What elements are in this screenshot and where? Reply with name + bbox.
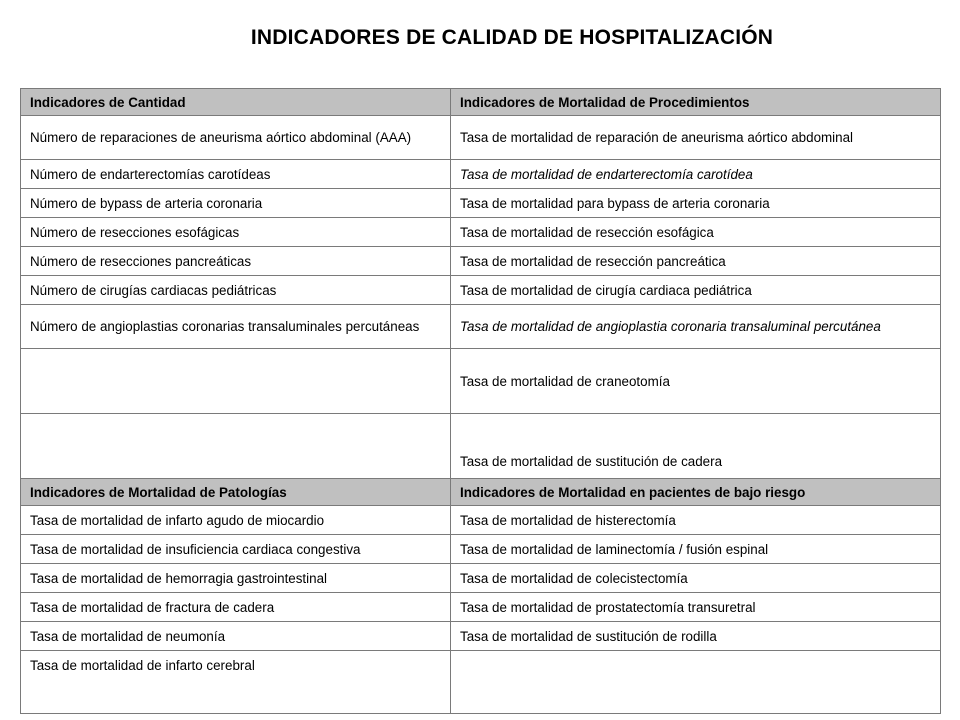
table-cell-empty xyxy=(21,349,451,414)
table-cell: Tasa de mortalidad de histerectomía xyxy=(451,506,941,535)
table-cell: Tasa de mortalidad de cirugía cardiaca pediátrica xyxy=(451,276,941,305)
table-cell: Tasa de mortalidad de insuficiencia cardiaca congestiva xyxy=(21,535,451,564)
table-row xyxy=(21,564,941,593)
table-row xyxy=(21,622,941,651)
table-cell: Número de reparaciones de aneurisma aórtico abdominal (AAA) xyxy=(21,116,451,160)
table-cell: Tasa de mortalidad de endarterectomía carotídea xyxy=(451,160,941,189)
table-cell: Tasa de mortalidad de resección pancreática xyxy=(451,247,941,276)
table-cell: Tasa de mortalidad de sustitución de rodilla xyxy=(451,622,941,651)
table-row xyxy=(21,349,941,414)
table-row xyxy=(21,276,941,305)
table-row xyxy=(21,593,941,622)
table-cell: Tasa de mortalidad de laminectomía / fusión espinal xyxy=(451,535,941,564)
table-cell: Número de angioplastias coronarias transaluminales percutáneas xyxy=(21,305,451,349)
table-header-row xyxy=(21,479,941,506)
table-row xyxy=(21,247,941,276)
table-cell: Tasa de mortalidad de neumonía xyxy=(21,622,451,651)
table-cell: Número de resecciones esofágicas xyxy=(21,218,451,247)
table-row xyxy=(21,506,941,535)
table-cell: Número de bypass de arteria coronaria xyxy=(21,189,451,218)
table-cell: Número de endarterectomías carotídeas xyxy=(21,160,451,189)
table-cell: Tasa de mortalidad de reparación de aneurisma aórtico abdominal xyxy=(451,116,941,160)
table-cell-empty xyxy=(21,414,451,479)
table-cell: Tasa de mortalidad de angioplastia coronaria transaluminal percutánea xyxy=(451,305,941,349)
table-row xyxy=(21,305,941,349)
table-cell: Número de cirugías cardiacas pediátricas xyxy=(21,276,451,305)
table-cell: Tasa de mortalidad de resección esofágica xyxy=(451,218,941,247)
header-cell-pathology-mortality: Indicadores de Mortalidad de Patologías xyxy=(21,479,451,506)
header-cell-procedure-mortality: Indicadores de Mortalidad de Procedimientos xyxy=(451,89,941,116)
table-cell: Tasa de mortalidad de fractura de cadera xyxy=(21,593,451,622)
table-cell: Tasa de mortalidad de sustitución de cadera xyxy=(451,414,941,479)
table-cell: Tasa de mortalidad de colecistectomía xyxy=(451,564,941,593)
table-header-row xyxy=(21,89,941,116)
table-cell: Número de resecciones pancreáticas xyxy=(21,247,451,276)
header-cell-low-risk-mortality: Indicadores de Mortalidad en pacientes de bajo riesgo xyxy=(451,479,941,506)
header-cell-quantity: Indicadores de Cantidad xyxy=(21,89,451,116)
table-row xyxy=(21,414,941,479)
table-row xyxy=(21,218,941,247)
quality-indicators-table xyxy=(20,88,941,714)
table-cell: Tasa de mortalidad para bypass de arteria coronaria xyxy=(451,189,941,218)
table-cell: Tasa de mortalidad de infarto agudo de miocardio xyxy=(21,506,451,535)
page-title: INDICADORES DE CALIDAD DE HOSPITALIZACIÓN xyxy=(250,26,774,49)
table-cell: Tasa de mortalidad de prostatectomía transuretral xyxy=(451,593,941,622)
table-row xyxy=(21,160,941,189)
table-row xyxy=(21,116,941,160)
table-row xyxy=(21,189,941,218)
table-row xyxy=(21,651,941,714)
table-cell: Tasa de mortalidad de craneotomía xyxy=(451,349,941,414)
table-cell-empty xyxy=(451,651,941,714)
table-row xyxy=(21,535,941,564)
table-cell: Tasa de mortalidad de hemorragia gastrointestinal xyxy=(21,564,451,593)
table-cell: Tasa de mortalidad de infarto cerebral xyxy=(21,651,451,714)
